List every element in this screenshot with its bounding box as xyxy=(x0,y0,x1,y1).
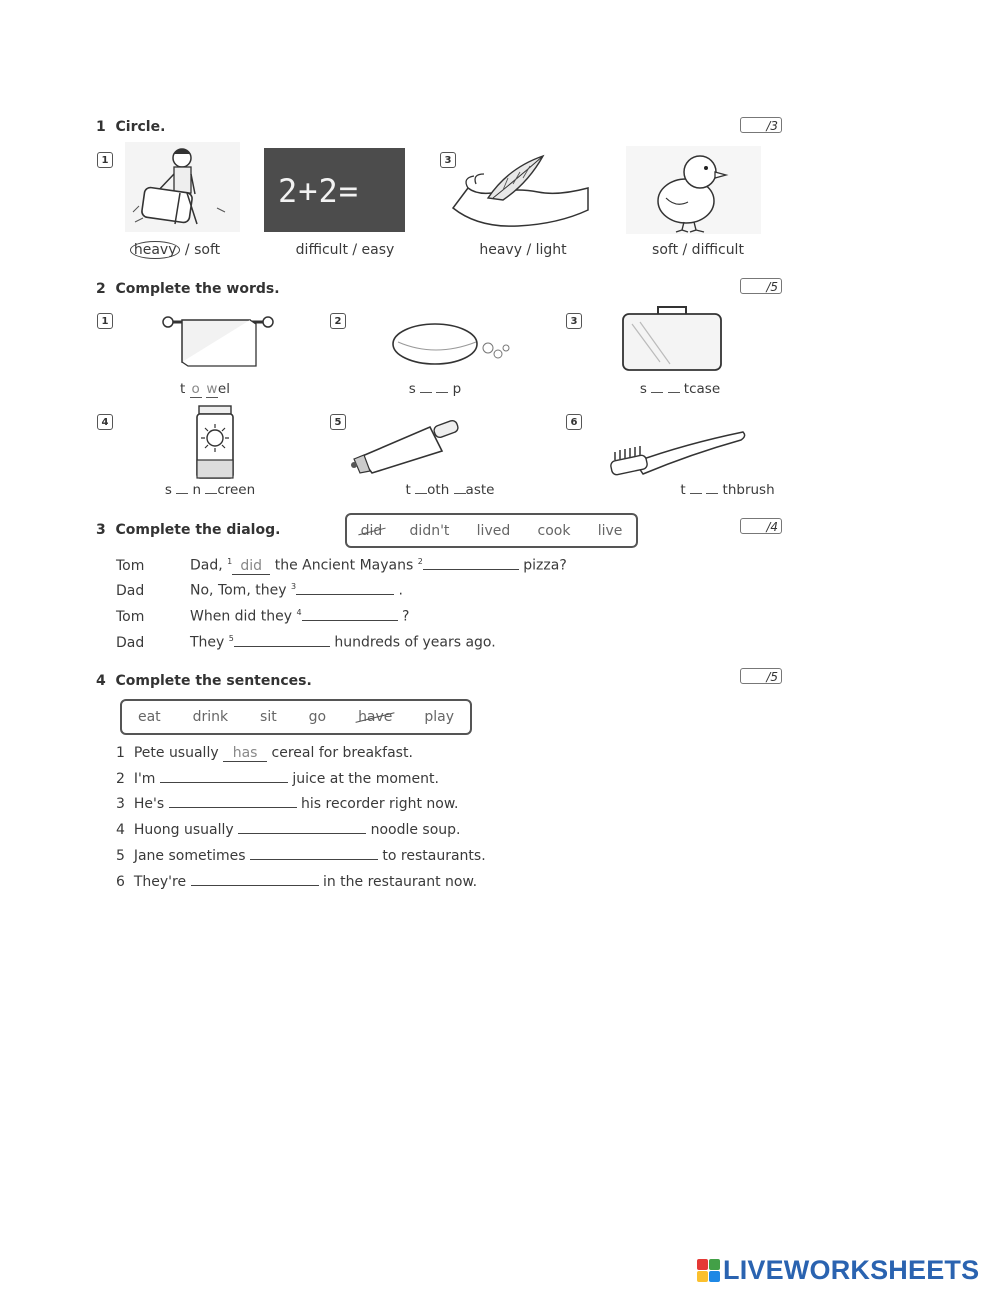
word-option: cook xyxy=(537,522,571,539)
soap-image xyxy=(390,318,520,368)
sunscreen-image xyxy=(193,404,238,480)
blank-2[interactable] xyxy=(423,569,519,570)
chalkboard-text: 2+2= xyxy=(278,172,360,210)
word-option: lived xyxy=(476,522,511,539)
item-number: 3 xyxy=(440,152,456,168)
item-3-caption: heavy / light xyxy=(479,242,567,258)
sentence-row: 4 Huong usually noodle soup. xyxy=(116,822,461,838)
section-3-word-box xyxy=(345,513,638,548)
word-toothbrush: t thbrush xyxy=(680,482,775,498)
suitcase-image xyxy=(620,304,725,374)
item-number: 1 xyxy=(97,152,113,168)
sentence-row: 2 I'm juice at the moment. xyxy=(116,771,439,787)
blank-1[interactable]: did xyxy=(232,558,270,575)
word-suitcase: s tcase xyxy=(639,381,721,397)
item-2-caption: difficult / easy xyxy=(295,242,395,258)
dialog-line: Dad No, Tom, they $^3$ . xyxy=(116,582,403,599)
word-option: did xyxy=(360,522,383,539)
item-number: 3 xyxy=(566,313,582,329)
item-number: 4 xyxy=(97,414,113,430)
dialog-line: Tom Dad, $^1$ did the Ancient Mayans $^2$ pizza? xyxy=(116,557,567,574)
blank-sentence-5[interactable] xyxy=(250,859,378,860)
word-toothpaste: t oth aste xyxy=(405,482,495,498)
sentence-row: 3 He's his recorder right now. xyxy=(116,796,459,812)
blank-sentence-1[interactable]: has xyxy=(223,745,267,762)
dialog-line: Tom When did they $^4$ ? xyxy=(116,608,410,625)
section-3-score: /4 xyxy=(740,518,782,534)
item-number: 2 xyxy=(330,313,346,329)
item-number: 5 xyxy=(330,414,346,430)
toothbrush-image xyxy=(605,424,750,484)
blank-sentence-3[interactable] xyxy=(169,807,297,808)
blank-sentence-6[interactable] xyxy=(191,885,319,886)
item-number: 6 xyxy=(566,414,582,430)
blank-sentence-4[interactable] xyxy=(238,833,366,834)
blank-sentence-2[interactable] xyxy=(160,782,288,783)
chalkboard-image xyxy=(264,148,405,232)
toothpaste-image xyxy=(350,415,470,475)
word-towel: t o wel xyxy=(180,381,230,397)
blank-3[interactable] xyxy=(296,594,394,595)
word-option: didn't xyxy=(409,522,450,539)
section-4-score: /5 xyxy=(740,668,782,684)
word-sunscreen: s n creen xyxy=(164,482,256,498)
word-option: drink xyxy=(192,709,229,725)
logo-text: LIVEWORKSHEETS xyxy=(723,1255,980,1285)
man-lifting-image xyxy=(125,142,240,232)
dialog-line: Dad They $^5$ hundreds of years ago. xyxy=(116,634,496,651)
blank-5[interactable] xyxy=(234,646,330,647)
blank-4[interactable] xyxy=(302,620,398,621)
section-4-word-box xyxy=(120,699,472,735)
chick-image xyxy=(626,146,761,234)
hand-feather-image xyxy=(448,148,593,236)
section-2-score: /5 xyxy=(740,278,782,294)
item-4-caption: soft / difficult xyxy=(652,242,744,258)
word-soap: s p xyxy=(408,381,462,397)
word-option: sit xyxy=(260,709,277,725)
section-4-title: 4 Complete the sentences. xyxy=(96,673,312,689)
word-option: live xyxy=(597,522,623,539)
item-number: 1 xyxy=(97,313,113,329)
towel-image xyxy=(160,312,275,372)
liveworksheets-logo[interactable] xyxy=(697,1255,979,1286)
sentence-row: 1 Pete usually has cereal for breakfast. xyxy=(116,745,413,761)
section-1-title: 1 Circle. xyxy=(96,119,166,135)
item-1-caption: heavy / soft xyxy=(110,242,240,258)
word-option: play xyxy=(424,709,454,725)
logo-blocks-icon xyxy=(697,1259,720,1282)
sentence-row: 6 They're in the restaurant now. xyxy=(116,874,478,890)
section-3-title: 3 Complete the dialog. xyxy=(96,522,281,538)
word-option: go xyxy=(308,709,327,725)
section-2-title: 2 Complete the words. xyxy=(96,281,280,297)
word-option: have xyxy=(358,709,393,725)
sentence-row: 5 Jane sometimes to restaurants. xyxy=(116,848,486,864)
word-option: eat xyxy=(137,709,161,725)
section-1-score: /3 xyxy=(740,117,782,133)
